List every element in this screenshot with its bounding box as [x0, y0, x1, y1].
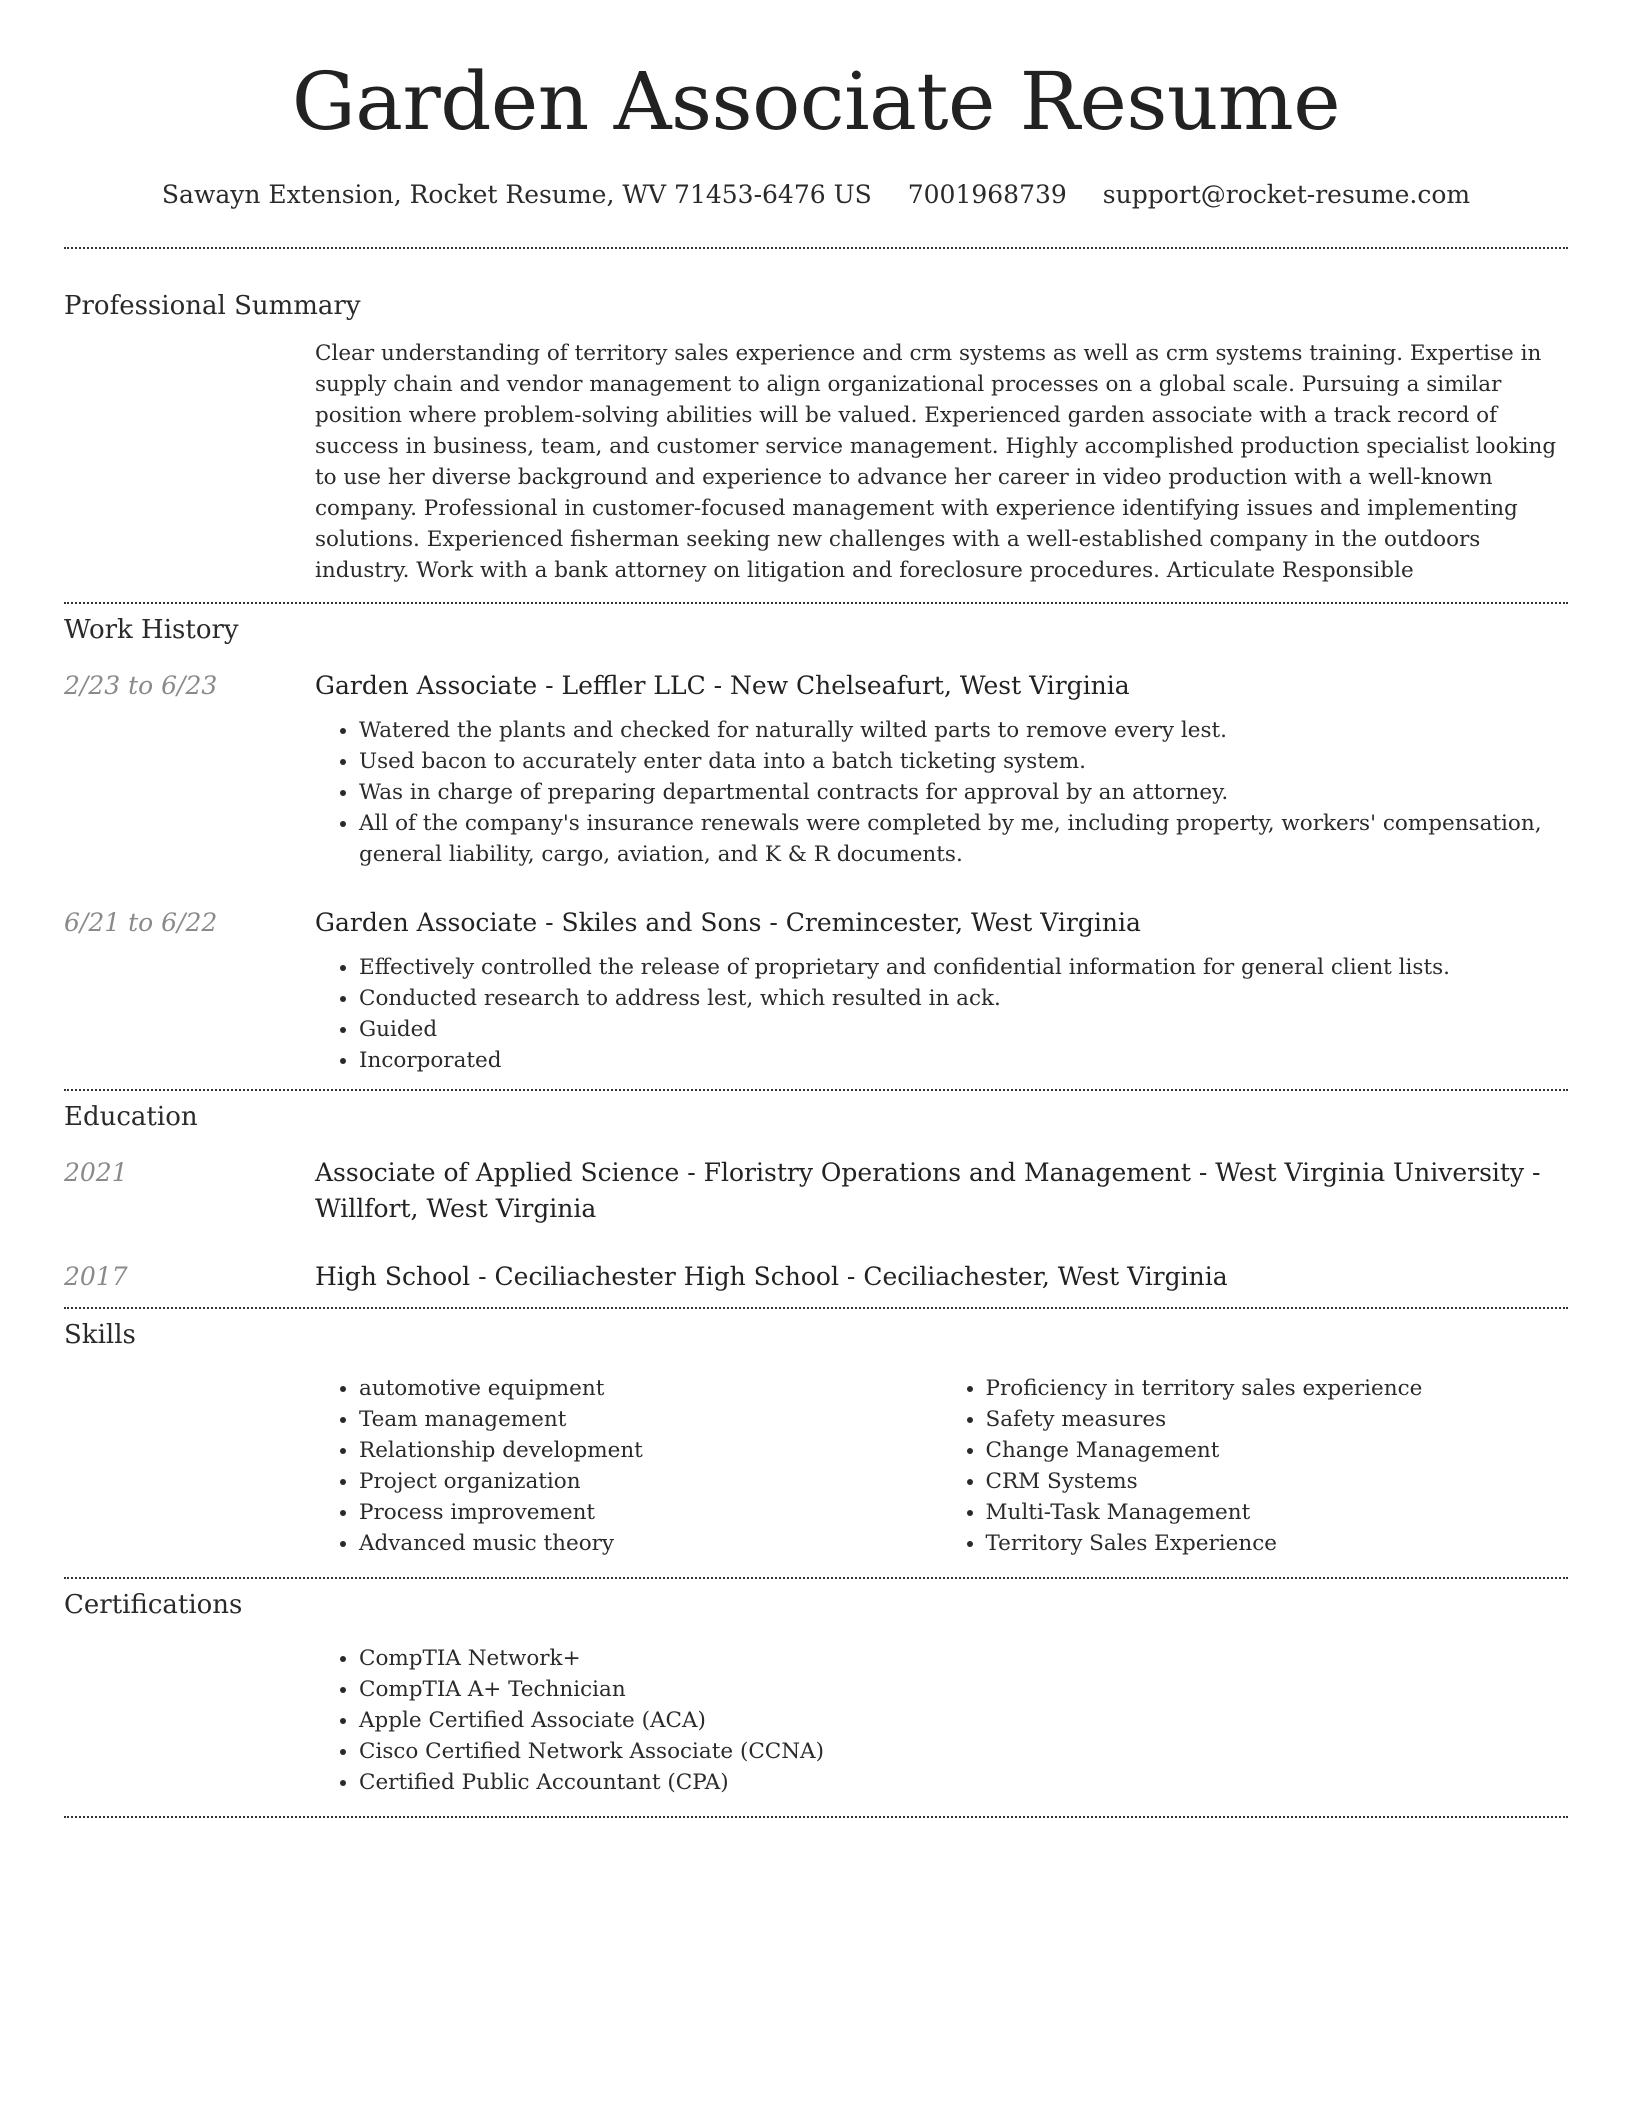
certification-item: • CompTIA A+ Technician	[359, 1674, 1568, 1705]
resume-title: Garden Associate Resume	[291, 55, 1341, 148]
job-title: Garden Associate - Skiles and Sons - Cremincester, West Virginia	[315, 908, 1141, 937]
education-title: High School - Ceciliachester High School - Ceciliachester, West Virginia	[315, 1262, 1228, 1291]
job-bullet: • Incorporated	[359, 1045, 1568, 1076]
certifications-section	[64, 1588, 1568, 1798]
skill-item: • CRM Systems	[986, 1466, 1569, 1497]
certifications-block	[315, 1643, 1568, 1798]
job-entry	[64, 668, 1568, 870]
education-body	[315, 1155, 1568, 1227]
summary-text: Clear understanding of territory sales experience and crm systems as well as crm systems training. Expertise in supply chain and vendor management to align organizational processes on a global scale. Pursuing a similar position where problem-solving abilities will be valued. Experienced garden associate with a track record of success in business, team, and customer service management. Highly accomplished production specialist looking to use her diverse background and experience to advance her career in video production with a well-known company. Professional in customer-focused management with experience identifying issues and implementing solutions. Experienced fisherman seeking new challenges with a well-established company in the outdoors industry. Work with a bank attorney on litigation and foreclosure procedures. Articulate Responsible	[315, 341, 1557, 583]
skills-columns	[315, 1373, 1568, 1559]
job-date: 6/21 to 6/22	[64, 908, 218, 937]
divider	[64, 602, 1568, 604]
divider	[64, 1089, 1568, 1091]
certifications-list	[315, 1643, 1568, 1798]
work-history-section	[64, 613, 1568, 1076]
divider	[64, 247, 1568, 249]
skill-item: • automotive equipment	[359, 1373, 942, 1404]
skills-section	[64, 1318, 1568, 1559]
divider	[64, 1577, 1568, 1579]
skill-item: • Project organization	[359, 1466, 942, 1497]
job-date: 2/23 to 6/23	[64, 671, 218, 700]
work-history-heading: Work History	[64, 615, 239, 645]
job-bullets	[315, 715, 1568, 870]
job-bullet: • Watered the plants and checked for naturally wilted parts to remove every lest.	[359, 715, 1568, 746]
skill-item: • Multi-Task Management	[986, 1497, 1569, 1528]
contact-phone: 7001968739	[907, 180, 1067, 209]
certification-item: • Certified Public Accountant (CPA)	[359, 1767, 1568, 1798]
certification-item: • CompTIA Network+	[359, 1643, 1568, 1674]
certification-item: • Cisco Certified Network Associate (CCNA)	[359, 1736, 1568, 1767]
contact-line	[64, 178, 1568, 212]
summary-heading: Professional Summary	[64, 291, 361, 321]
skill-item: • Advanced music theory	[359, 1528, 942, 1559]
divider	[64, 1816, 1568, 1818]
education-date: 2017	[64, 1262, 128, 1291]
education-title: Associate of Applied Science - Floristry Operations and Management - West Virginia University - Willfort, West Virginia	[315, 1158, 1541, 1223]
skills-list-left	[315, 1373, 942, 1559]
education-entry	[64, 1259, 1568, 1295]
job-bullet: • Used bacon to accurately enter data into a batch ticketing system.	[359, 746, 1568, 777]
divider	[64, 1307, 1568, 1309]
job-body	[315, 668, 1568, 870]
summary-section	[64, 289, 1568, 586]
job-bullet: • Effectively controlled the release of proprietary and confidential information for general client lists.	[359, 952, 1568, 983]
education-body	[315, 1259, 1568, 1295]
education-date: 2021	[64, 1158, 128, 1187]
job-body	[315, 905, 1568, 1076]
skill-item: • Territory Sales Experience	[986, 1528, 1569, 1559]
skill-item: • Relationship development	[359, 1435, 942, 1466]
skill-item: • Proficiency in territory sales experience	[986, 1373, 1569, 1404]
skills-heading: Skills	[64, 1320, 136, 1350]
job-bullet: • All of the company's insurance renewals were completed by me, including property, workers' compensation, general liability, cargo, aviation, and K & R documents.	[359, 808, 1568, 870]
job-title: Garden Associate - Leffler LLC - New Chelseafurt, West Virginia	[315, 671, 1130, 700]
skill-item: • Safety measures	[986, 1404, 1569, 1435]
job-bullet: • Was in charge of preparing departmental contracts for approval by an attorney.	[359, 777, 1568, 808]
skill-item: • Change Management	[986, 1435, 1569, 1466]
contact-address: Sawayn Extension, Rocket Resume, WV 71453-6476 US	[161, 180, 872, 209]
education-heading: Education	[64, 1102, 198, 1132]
job-bullet: • Guided	[359, 1014, 1568, 1045]
skill-item: • Process improvement	[359, 1497, 942, 1528]
job-entry	[64, 905, 1568, 1076]
education-section	[64, 1100, 1568, 1295]
skills-list-right	[942, 1373, 1569, 1559]
job-bullet: • Conducted research to address lest, which resulted in ack.	[359, 983, 1568, 1014]
education-entry	[64, 1155, 1568, 1227]
certification-item: • Apple Certified Associate (ACA)	[359, 1705, 1568, 1736]
skill-item: • Team management	[359, 1404, 942, 1435]
certifications-heading: Certifications	[64, 1590, 243, 1620]
contact-email: support@rocket-resume.com	[1102, 180, 1471, 209]
job-bullets	[315, 952, 1568, 1076]
